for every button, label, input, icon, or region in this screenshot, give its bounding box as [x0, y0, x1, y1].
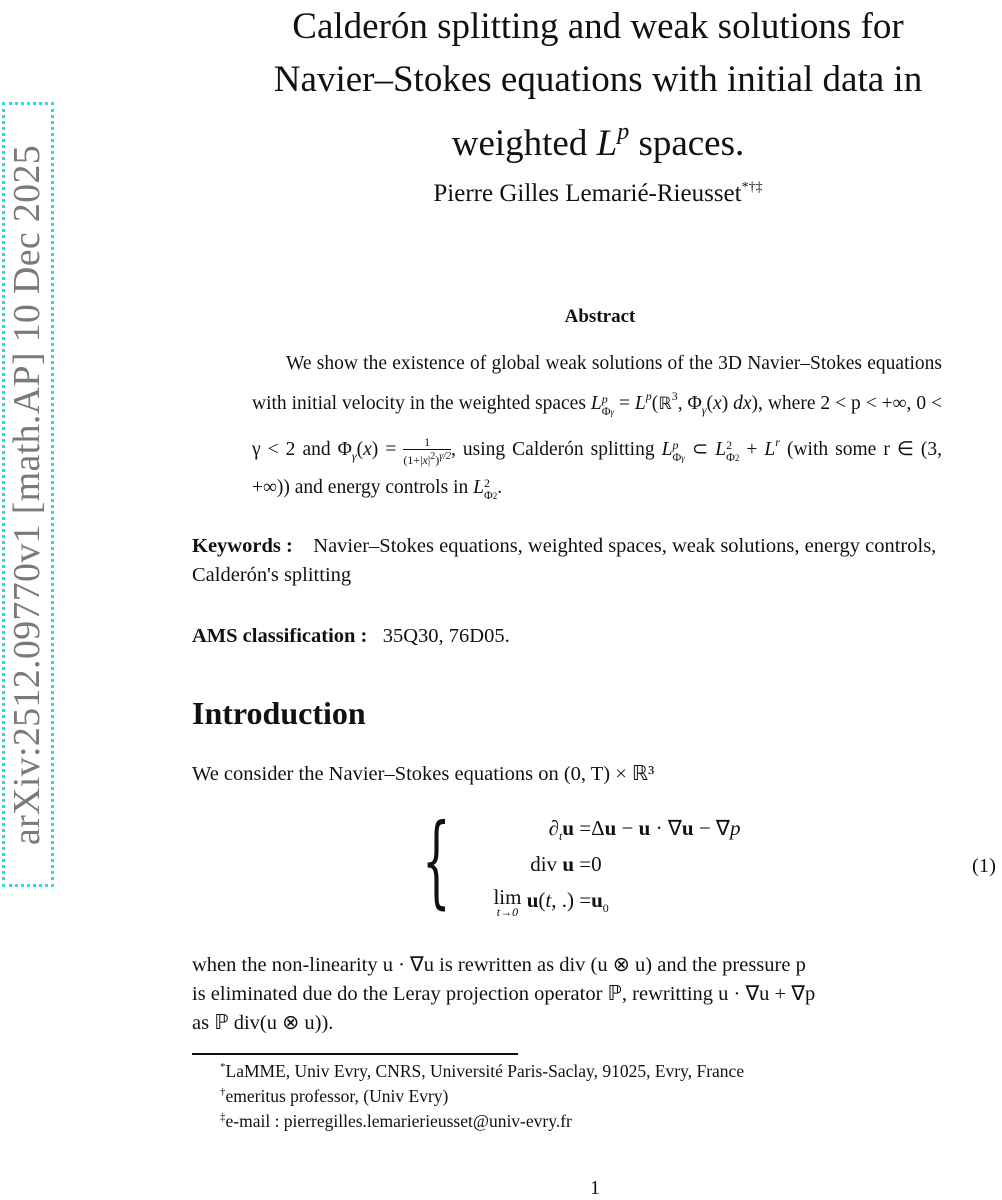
paragraph-line: is eliminated due do the Leray projection operator ℙ, rewritting u · ∇u + ∇p: [192, 983, 816, 1005]
intro-paragraph-2: [192, 951, 1000, 1038]
footnote-status: [220, 1086, 448, 1107]
title-line-3: [200, 106, 996, 170]
page-number: 1: [590, 1177, 600, 1199]
title-line-1: Calderón splitting and weak solutions for: [292, 6, 904, 47]
keywords-label: Keywords :: [192, 535, 293, 557]
footnote-mark: ‡: [220, 1111, 226, 1123]
math-inline: $\Phi_\gamma(x)$ = $\frac{1}{(1+|x|^2)^{\gamma/2}}$: [337, 434, 451, 467]
footnote-text: e-mail : pierregilles.lemarierieusset@univ-evry.fr: [225, 1111, 572, 1131]
section-heading-introduction: Introduction: [192, 695, 366, 731]
footnote-affiliation: [220, 1061, 744, 1082]
footnote-email: [220, 1111, 572, 1132]
author-footnote-marks: *†‡: [741, 180, 763, 195]
footnote-mark: *: [220, 1061, 226, 1073]
abstract-text: , where 2 < p < +∞, 0 < γ < 2 and: [252, 393, 942, 460]
equation-lhs: lim t→0 u(t, .): [493, 885, 574, 919]
title-math-p: p: [617, 119, 630, 145]
footnote-text: LaMME, Univ Evry, CNRS, Université Paris-Saclay, 91025, Evry, France: [225, 1061, 745, 1081]
author: [200, 180, 996, 208]
title-text: spaces.: [629, 123, 745, 164]
equation-lhs: div u: [530, 852, 574, 876]
intro-paragraph-1: We consider the Navier–Stokes equations on (0, T) × ℝ³: [192, 763, 655, 785]
footnote-rule: [192, 1053, 518, 1055]
arxiv-stamp: arXiv:2512.09770v1 [math.AP] 10 Dec 2025: [6, 144, 48, 846]
title-math-L: L: [596, 123, 618, 164]
left-brace: {: [422, 802, 451, 919]
abstract-text: , using Calderón splitting: [450, 439, 662, 460]
title-line-2: Navier–Stokes equations with initial data in: [273, 59, 923, 100]
equation-number: (1): [972, 855, 996, 877]
title-text: weighted: [451, 123, 597, 164]
math-inline: L p $\Phi\gamma = L^p(ℝ^3$, $\Phi_\gamma(x)$ dx): [590, 389, 759, 418]
equation-rhs: $=u_0$: [574, 888, 609, 915]
equation-rhs: =0: [574, 852, 602, 876]
abstract-text: We show the existence of global weak solutions of the 3D Navier–Stokes equations with initial velocity in the weighted spaces: [252, 353, 942, 414]
paragraph-line: as ℙ div(u ⊗ u)).: [192, 1012, 334, 1034]
footnote-mark: †: [220, 1086, 226, 1098]
abstract-text: (with some r ∈ (3, +∞)) and energy controls in: [252, 439, 943, 498]
math-inline: L p Φγ ⊂ L 2 $\Phi 2 + L^r$: [661, 435, 780, 464]
keywords-text: Navier–Stokes equations, weighted spaces, weak solutions, energy controls, Calderón's splitting: [192, 535, 937, 586]
paragraph-line: when the non-linearity u · ∇u is rewritten as div (u ⊗ u) and the pressure p: [192, 954, 806, 976]
abstract-text: .: [497, 477, 503, 498]
keywords: [192, 532, 1000, 590]
equation-navier-stokes: [422, 802, 822, 927]
paper-title: [200, 0, 996, 170]
ams-codes: 35Q30, 76D05.: [382, 625, 510, 647]
footnote-text: emeritus professor, (Univ Evry): [225, 1086, 449, 1106]
ams-label: AMS classification :: [192, 625, 368, 647]
ams-classification: [192, 622, 1000, 651]
abstract-heading: Abstract: [564, 306, 636, 327]
math-inline: L 2 Φ2: [473, 476, 498, 502]
equation-lhs: $\partial_tu$: [548, 816, 574, 843]
abstract-body: [252, 348, 942, 504]
equation-rhs: =Δu − u · ∇u − ∇p: [574, 816, 741, 840]
author-name: Pierre Gilles Lemarié-Rieusset: [433, 180, 742, 207]
